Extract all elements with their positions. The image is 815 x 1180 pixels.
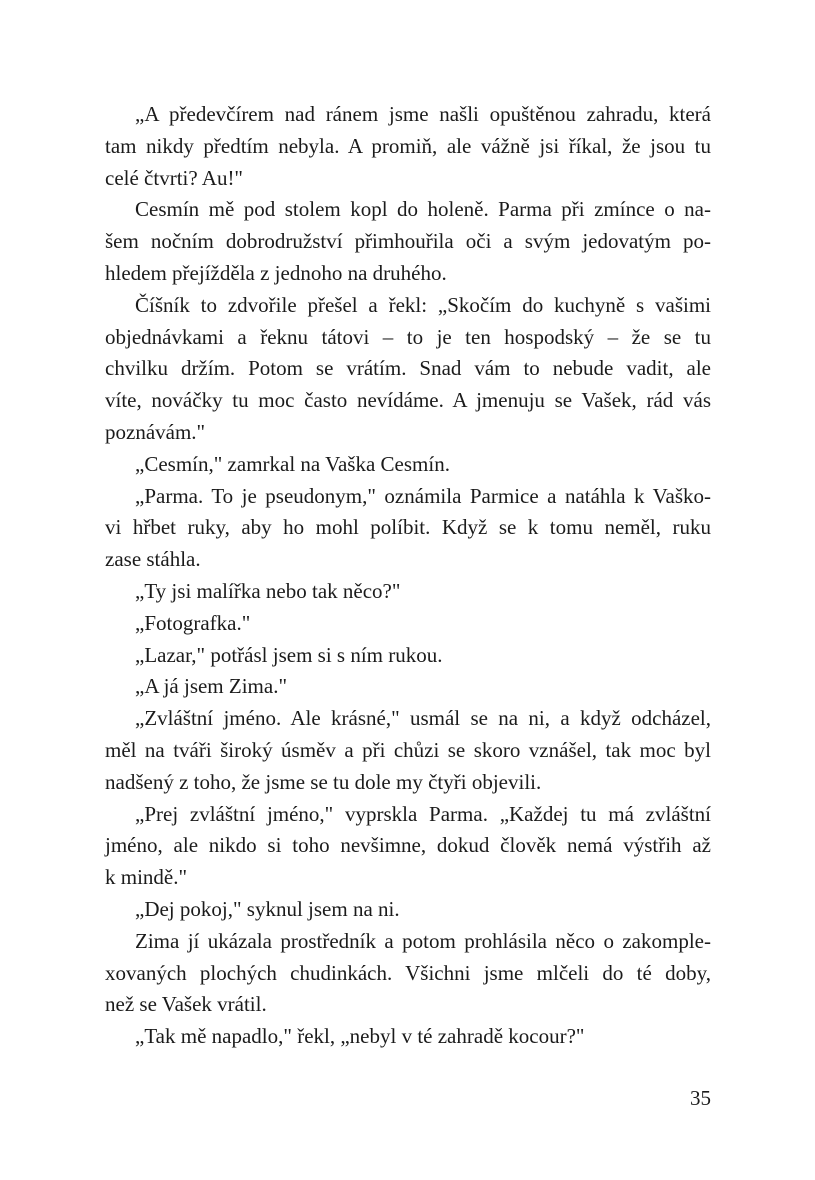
text-line: „A já jsem Zima." xyxy=(135,674,288,699)
paragraph xyxy=(105,926,711,1021)
text-line: xovaných plochých chudinkách. Všichni jsme mlčeli do té doby, xyxy=(105,960,711,985)
text-line: než se Vašek vrátil. xyxy=(105,992,267,1017)
text-line: zase stáhla. xyxy=(105,547,201,572)
text-line: „Tak mě napadlo," řekl, „nebyl v té zahradě kocour?" xyxy=(135,1024,585,1049)
paragraph xyxy=(105,449,711,481)
paragraph xyxy=(105,799,711,894)
text-line: Zima jí ukázala prostředník a potom prohlásila něco o zakomple- xyxy=(135,928,711,953)
text-line: Cesmín mě pod stolem kopl do holeně. Parma při zmínce o na- xyxy=(135,197,711,222)
text-line: poznávám." xyxy=(105,419,206,444)
paragraph xyxy=(105,894,711,926)
text-line: Číšník to zdvořile přešel a řekl: „Skočím do kuchyně s vašimi xyxy=(135,292,711,317)
paragraph xyxy=(105,194,711,289)
text-line: „Zvláštní jméno. Ale krásné," usmál se na ni, a když odcházel, xyxy=(135,706,711,731)
paragraph xyxy=(105,481,711,576)
text-line: tam nikdy předtím nebyla. A promiň, ale vážně jsi říkal, že jsou tu xyxy=(105,133,711,158)
paragraph xyxy=(105,703,711,798)
text-line: „Ty jsi malířka nebo tak něco?" xyxy=(135,578,401,603)
text-line: „Cesmín," zamrkal na Vaška Cesmín. xyxy=(135,451,450,476)
text-line: „Lazar," potřásl jsem si s ním rukou. xyxy=(135,642,443,667)
text-line: „Parma. To je pseudonym," oznámila Parmice a natáhla k Vaško- xyxy=(135,483,711,508)
paragraph xyxy=(105,1021,711,1053)
text-line: hledem přejížděla z jednoho na druhého. xyxy=(105,260,447,285)
paragraph xyxy=(105,99,711,194)
text-block xyxy=(105,99,711,1053)
paragraph xyxy=(105,640,711,672)
paragraph xyxy=(105,608,711,640)
text-line: celé čtvrti? Au!" xyxy=(105,165,244,190)
paragraph xyxy=(105,290,711,449)
text-line: chvilku držím. Potom se vrátím. Snad vám to nebude vadit, ale xyxy=(105,356,711,381)
page-number: 35 xyxy=(690,1086,711,1110)
text-line: „Dej pokoj," syknul jsem na ni. xyxy=(135,896,400,921)
text-line: „Prej zvláštní jméno," vyprskla Parma. „Každej tu má zvláštní xyxy=(135,801,711,826)
text-line: jméno, ale nikdo si toho nevšimne, dokud člověk nemá výstřih až xyxy=(105,833,711,858)
text-line: šem nočním dobrodružství přimhouřila oči a svým jedovatým po- xyxy=(105,229,711,254)
text-line: nadšený z toho, že jsme se tu dole my čtyři objevili. xyxy=(105,769,542,794)
text-line: objednávkami a řeknu tátovi – to je ten hospodský – že se tu xyxy=(105,324,711,349)
text-line: vi hřbet ruky, aby ho mohl políbit. Když se k tomu neměl, ruku xyxy=(105,515,711,540)
text-line: „A předevčírem nad ránem jsme našli opuštěnou zahradu, která xyxy=(135,102,711,126)
text-line: „Fotografka." xyxy=(135,610,251,635)
paragraph xyxy=(105,671,711,703)
text-line: víte, nováčky tu moc často nevídáme. A jmenuju se Vašek, rád vás xyxy=(105,388,711,413)
text-line: k mindě." xyxy=(105,865,188,890)
text-line: měl na tváři široký úsměv a při chůzi se skoro vznášel, tak moc byl xyxy=(105,737,711,762)
paragraph xyxy=(105,576,711,608)
